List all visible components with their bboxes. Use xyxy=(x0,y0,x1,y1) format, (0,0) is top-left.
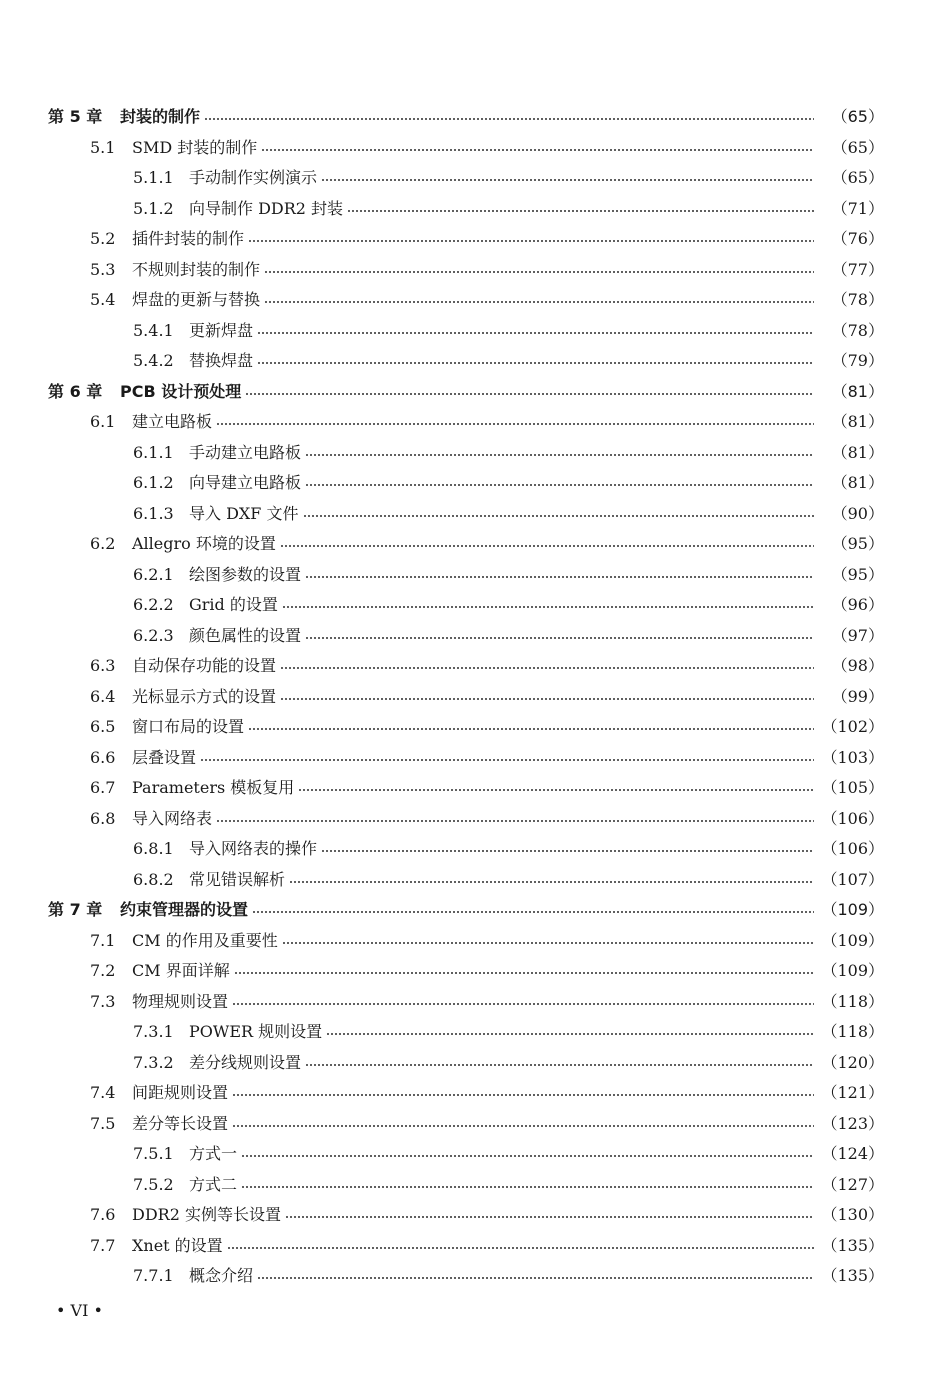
toc-page-cell xyxy=(818,1170,884,1201)
dot-leader xyxy=(282,942,814,944)
toc-section-row xyxy=(0,407,950,438)
toc-entry-number: 第 7 章 xyxy=(48,900,103,919)
toc-entry-number: 6.8.1 xyxy=(133,839,174,858)
toc-page-number: （65） xyxy=(831,137,884,157)
toc-subsection-row xyxy=(0,834,950,865)
dot-leader xyxy=(261,149,814,151)
toc-page-number: （107） xyxy=(821,869,884,889)
toc-entry-number: 5.1.2 xyxy=(133,198,174,218)
toc-page-cell xyxy=(818,194,884,225)
toc-subsection-row xyxy=(0,163,950,194)
toc-section-row xyxy=(0,743,950,774)
dot-leader xyxy=(248,240,814,242)
toc-page-cell xyxy=(818,712,884,743)
toc-entry-title: 建立电路板 xyxy=(132,412,213,431)
toc-entry-title: CM 界面详解 xyxy=(132,961,230,980)
toc-chapter-row xyxy=(0,895,950,926)
toc-subsection-row xyxy=(0,1048,950,1079)
toc-page-number: （98） xyxy=(831,656,884,675)
toc-entry-number: 7.4 xyxy=(90,1083,116,1102)
toc-page-number: （78） xyxy=(831,320,884,340)
toc-section-row xyxy=(0,1231,950,1262)
toc-section-row xyxy=(0,285,950,316)
toc-page-number: （123） xyxy=(821,1113,884,1133)
toc-entry-number: 5.2 xyxy=(90,229,116,248)
dot-leader xyxy=(204,118,814,120)
toc-subsection-row xyxy=(0,1170,950,1201)
toc-page-number: （77） xyxy=(831,259,884,279)
dot-leader xyxy=(234,972,814,974)
toc-section-row xyxy=(0,956,950,987)
toc-page-cell xyxy=(818,1261,884,1292)
toc-entry-title: 约束管理器的设置 xyxy=(120,900,249,919)
toc-section-row xyxy=(0,926,950,957)
toc-entry-number: 6.2 xyxy=(90,534,116,553)
toc-page-cell xyxy=(818,224,884,255)
toc-page-number: （130） xyxy=(821,1205,884,1224)
toc-page-number: （106） xyxy=(821,839,884,858)
toc-page-cell xyxy=(818,1231,884,1262)
toc-entry-title: 方式一 xyxy=(189,1144,238,1163)
toc-page-number: （102） xyxy=(821,717,884,736)
toc-page-cell xyxy=(818,255,884,286)
toc-page-cell xyxy=(818,773,884,804)
toc-page-number: （121） xyxy=(821,1083,884,1102)
dot-leader xyxy=(305,454,814,456)
dot-leader xyxy=(245,393,814,395)
toc-entry-title: 概念介绍 xyxy=(189,1266,254,1285)
dot-leader xyxy=(264,301,814,303)
toc-entry-title: 向导制作 DDR2 封装 xyxy=(189,198,344,218)
toc-entry-number: 6.2.1 xyxy=(133,564,174,584)
toc-entry-title: 颜色属性的设置 xyxy=(189,625,302,645)
toc-page-number: （95） xyxy=(831,534,884,553)
dot-leader xyxy=(305,484,814,486)
toc-entry-number: 7.7.1 xyxy=(133,1266,174,1285)
toc-entry-title: 手动建立电路板 xyxy=(189,442,302,462)
toc-entry-title: 导入网络表的操作 xyxy=(189,839,318,858)
toc-entry-title: 窗口布局的设置 xyxy=(132,717,245,736)
toc-page-cell xyxy=(818,407,884,438)
toc-section-row xyxy=(0,224,950,255)
dot-leader xyxy=(257,1277,814,1279)
toc-section-row xyxy=(0,651,950,682)
toc-page-cell xyxy=(818,651,884,682)
toc-subsection-row xyxy=(0,499,950,530)
dot-leader xyxy=(303,515,815,517)
toc-entry-title: 差分线规则设置 xyxy=(189,1052,302,1072)
toc-page-number: （96） xyxy=(831,595,884,614)
dot-leader xyxy=(227,1247,814,1249)
toc-page-cell xyxy=(818,804,884,835)
toc-subsection-row xyxy=(0,590,950,621)
toc-entry-number: 第 6 章 xyxy=(48,381,103,401)
dot-leader xyxy=(321,850,814,852)
toc-entry-title: Grid 的设置 xyxy=(189,595,278,614)
toc-page-cell xyxy=(818,529,884,560)
toc-page-number: （118） xyxy=(821,1022,884,1041)
toc-chapter-row xyxy=(0,102,950,133)
toc-page-cell xyxy=(818,316,884,347)
toc-page-cell xyxy=(818,1200,884,1231)
toc-entry-number: 7.7 xyxy=(90,1235,116,1255)
toc-entry-number: 5.1 xyxy=(90,137,116,157)
toc-page-number: （79） xyxy=(831,351,884,370)
toc-entry-number: 6.3 xyxy=(90,656,116,675)
toc-page-cell xyxy=(818,590,884,621)
dot-leader xyxy=(257,332,814,334)
toc-section-row xyxy=(0,987,950,1018)
toc-page-number: （109） xyxy=(821,900,884,919)
toc-entry-title: 差分等长设置 xyxy=(132,1113,229,1133)
toc-subsection-row xyxy=(0,560,950,591)
toc-page-number: （81） xyxy=(831,473,884,492)
toc-entry-title: 封装的制作 xyxy=(120,107,201,126)
toc-page-cell xyxy=(818,163,884,194)
toc-page-cell xyxy=(818,438,884,469)
dot-leader xyxy=(216,820,814,822)
toc-page-number: （106） xyxy=(821,808,884,828)
toc-entry-number: 第 5 章 xyxy=(48,107,103,126)
toc-entry-number: 5.4.2 xyxy=(133,351,174,370)
toc-page-number: （78） xyxy=(831,290,884,309)
toc-entry-number: 7.5 xyxy=(90,1113,116,1133)
toc-page-cell xyxy=(818,377,884,408)
toc-subsection-row xyxy=(0,346,950,377)
table-of-contents xyxy=(0,102,950,1292)
toc-page-cell xyxy=(818,1139,884,1170)
toc-entry-title: CM 的作用及重要性 xyxy=(132,930,278,950)
toc-page-cell xyxy=(818,1048,884,1079)
toc-page-number: （120） xyxy=(821,1052,884,1072)
toc-entry-number: 7.1 xyxy=(90,930,116,950)
toc-entry-number: 5.1.1 xyxy=(133,168,174,187)
toc-section-row xyxy=(0,682,950,713)
toc-entry-title: Allegro 环境的设置 xyxy=(132,534,276,553)
dot-leader xyxy=(285,1216,814,1218)
toc-page-number: （127） xyxy=(821,1174,884,1194)
dot-leader xyxy=(200,759,814,761)
toc-page-cell xyxy=(818,1078,884,1109)
toc-entry-title: 导入网络表 xyxy=(132,808,213,828)
toc-subsection-row xyxy=(0,194,950,225)
toc-page-cell xyxy=(818,1109,884,1140)
toc-page-cell xyxy=(818,1017,884,1048)
dot-leader xyxy=(326,1033,814,1035)
toc-entry-title: 插件封装的制作 xyxy=(132,229,245,248)
toc-section-row xyxy=(0,255,950,286)
toc-entry-number: 6.1.3 xyxy=(133,503,174,523)
toc-chapter-row xyxy=(0,377,950,408)
toc-page-cell xyxy=(818,956,884,987)
toc-page-number: （105） xyxy=(821,778,884,797)
toc-section-row xyxy=(0,1200,950,1231)
toc-page-number: （124） xyxy=(821,1144,884,1163)
toc-page-cell xyxy=(818,133,884,164)
toc-page-cell xyxy=(818,346,884,377)
toc-subsection-row xyxy=(0,316,950,347)
toc-entry-title: Xnet 的设置 xyxy=(132,1235,223,1255)
toc-entry-title: DDR2 实例等长设置 xyxy=(132,1205,281,1224)
toc-entry-title: 更新焊盘 xyxy=(189,320,254,340)
dot-leader xyxy=(248,728,814,730)
toc-page-number: （103） xyxy=(821,747,884,767)
toc-entry-number: 6.1.2 xyxy=(133,473,174,492)
dot-leader xyxy=(280,698,814,700)
toc-entry-title: 不规则封装的制作 xyxy=(132,259,261,279)
toc-entry-number: 7.5.1 xyxy=(133,1144,174,1163)
toc-section-row xyxy=(0,529,950,560)
dot-leader xyxy=(232,1003,814,1005)
page-number-footer: • VI • xyxy=(56,1301,103,1320)
toc-entry-title: 焊盘的更新与替换 xyxy=(132,290,261,309)
toc-page-number: （99） xyxy=(831,686,884,706)
dot-leader xyxy=(305,1064,814,1066)
toc-section-row xyxy=(0,1109,950,1140)
toc-subsection-row xyxy=(0,1017,950,1048)
toc-entry-number: 7.3.2 xyxy=(133,1052,174,1072)
toc-entry-title: 物理规则设置 xyxy=(132,991,229,1011)
toc-page-number: （109） xyxy=(821,930,884,950)
toc-page-cell xyxy=(818,987,884,1018)
toc-entry-title: 手动制作实例演示 xyxy=(189,168,318,187)
toc-page-cell xyxy=(818,499,884,530)
dot-leader xyxy=(321,179,814,181)
toc-page-cell xyxy=(818,285,884,316)
toc-page-number: （135） xyxy=(821,1235,884,1255)
toc-entry-number: 6.2.2 xyxy=(133,595,174,614)
toc-entry-number: 6.1 xyxy=(90,412,116,431)
toc-page-number: （81） xyxy=(831,412,884,431)
dot-leader xyxy=(282,606,814,608)
toc-entry-number: 7.2 xyxy=(90,961,116,980)
dot-leader xyxy=(347,210,814,212)
toc-page-cell xyxy=(818,682,884,713)
toc-page-number: （90） xyxy=(831,503,884,523)
toc-entry-title: PCB 设计预处理 xyxy=(120,381,242,401)
toc-page-number: （76） xyxy=(831,229,884,248)
toc-page-cell xyxy=(818,834,884,865)
toc-entry-number: 6.8 xyxy=(90,808,116,828)
toc-entry-number: 6.1.1 xyxy=(133,442,174,462)
toc-page-cell xyxy=(818,560,884,591)
toc-page-cell xyxy=(818,468,884,499)
toc-subsection-row xyxy=(0,621,950,652)
toc-page-cell xyxy=(818,895,884,926)
toc-entry-title: 常见错误解析 xyxy=(189,869,286,889)
toc-page-number: （65） xyxy=(831,107,884,126)
toc-entry-number: 7.5.2 xyxy=(133,1174,174,1194)
dot-leader xyxy=(305,637,814,639)
toc-entry-number: 5.4.1 xyxy=(133,320,174,340)
toc-entry-number: 6.4 xyxy=(90,686,116,706)
toc-page-cell xyxy=(818,743,884,774)
toc-entry-title: Parameters 模板复用 xyxy=(132,778,295,797)
toc-entry-number: 6.6 xyxy=(90,747,116,767)
toc-entry-title: 光标显示方式的设置 xyxy=(132,686,277,706)
dot-leader xyxy=(298,789,814,791)
toc-entry-number: 5.4 xyxy=(90,290,116,309)
toc-entry-title: 替换焊盘 xyxy=(189,351,254,370)
toc-section-row xyxy=(0,1078,950,1109)
toc-entry-number: 7.3.1 xyxy=(133,1022,174,1041)
toc-entry-title: 间距规则设置 xyxy=(132,1083,229,1102)
toc-entry-number: 6.2.3 xyxy=(133,625,174,645)
toc-section-row xyxy=(0,712,950,743)
dot-leader xyxy=(232,1125,814,1127)
toc-entry-title: 层叠设置 xyxy=(132,747,197,767)
toc-entry-number: 6.7 xyxy=(90,778,116,797)
toc-page-number: （71） xyxy=(831,198,884,218)
toc-entry-number: 6.5 xyxy=(90,717,116,736)
toc-entry-number: 5.3 xyxy=(90,259,116,279)
toc-page-number: （81） xyxy=(831,381,884,401)
dot-leader xyxy=(257,362,814,364)
dot-leader xyxy=(280,667,814,669)
toc-section-row xyxy=(0,804,950,835)
toc-page-cell xyxy=(818,102,884,133)
toc-entry-title: 向导建立电路板 xyxy=(189,473,302,492)
dot-leader xyxy=(264,271,814,273)
toc-entry-title: SMD 封装的制作 xyxy=(132,137,258,157)
toc-page-number: （97） xyxy=(831,625,884,645)
toc-entry-title: 自动保存功能的设置 xyxy=(132,656,277,675)
toc-page-number: （95） xyxy=(831,564,884,584)
dot-leader xyxy=(305,576,814,578)
toc-entry-title: 导入 DXF 文件 xyxy=(189,503,299,523)
toc-page-cell xyxy=(818,865,884,896)
toc-page-number: （135） xyxy=(821,1266,884,1285)
toc-page-cell xyxy=(818,621,884,652)
toc-page-number: （109） xyxy=(821,961,884,980)
dot-leader xyxy=(216,423,814,425)
toc-subsection-row xyxy=(0,865,950,896)
toc-entry-number: 7.3 xyxy=(90,991,116,1011)
toc-subsection-row xyxy=(0,1139,950,1170)
dot-leader xyxy=(241,1186,814,1188)
dot-leader xyxy=(252,911,814,913)
toc-subsection-row xyxy=(0,1261,950,1292)
dot-leader xyxy=(232,1094,814,1096)
toc-page-number: （81） xyxy=(831,442,884,462)
toc-subsection-row xyxy=(0,468,950,499)
toc-section-row xyxy=(0,133,950,164)
dot-leader xyxy=(280,545,814,547)
dot-leader xyxy=(241,1155,814,1157)
toc-section-row xyxy=(0,773,950,804)
dot-leader xyxy=(289,881,814,883)
toc-entry-number: 6.8.2 xyxy=(133,869,174,889)
toc-page-cell xyxy=(818,926,884,957)
toc-entry-title: 方式二 xyxy=(189,1174,238,1194)
toc-page-number: （118） xyxy=(821,991,884,1011)
toc-page-number: （65） xyxy=(831,168,884,187)
toc-entry-title: POWER 规则设置 xyxy=(189,1022,323,1041)
toc-entry-number: 7.6 xyxy=(90,1205,116,1224)
toc-entry-title: 绘图参数的设置 xyxy=(189,564,302,584)
toc-subsection-row xyxy=(0,438,950,469)
